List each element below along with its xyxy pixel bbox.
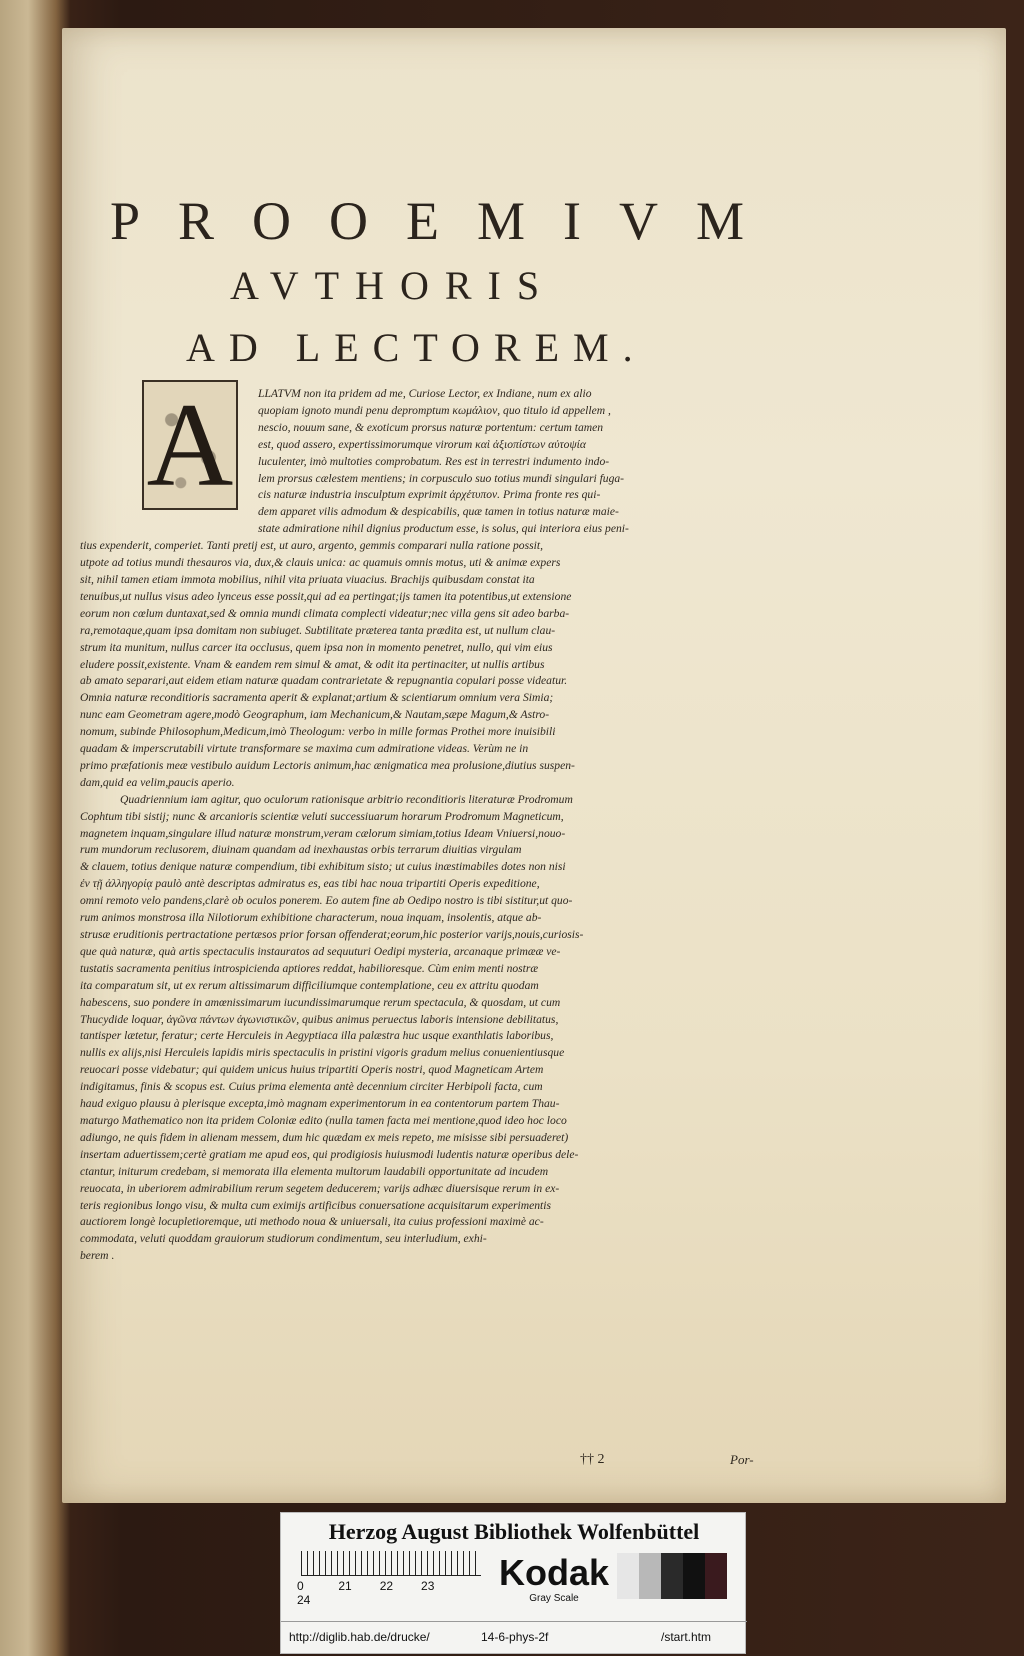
text-line: eludere possit,existente. Vnam & eandem rem simul & amat, & odit ita pertinaciter, ut nullis artibus [80,657,545,671]
text-line: dam,quid ea velim,paucis aperio. [80,775,235,789]
text-line: indigitamus, finis & scopus est. Cuius prima elementa antè decennium circiter Herbipoli facta, cum [80,1080,543,1094]
signature-mark: †† 2 [580,1452,605,1467]
gray-scale-patches [617,1553,727,1599]
ruler-numbers [297,1579,497,1607]
gray-scale-label: Gray Scale [529,1593,579,1604]
text-line: cis naturæ industria insculptum exprimit ἀρχέτυπον. Prima fronte res qui- [258,488,601,502]
text-line: state admiratione nihil dignius productum esse, is solus, qui interiora eius peni- [258,522,629,536]
text-line: ctantur, initurum credebam, si memorata illa elementa multorum laudabili opportunitate ad incudem [80,1164,549,1178]
text-line: nullis ex alijs,nisi Herculeis lapidis miris spectaculis in pristini vigoris gradum melius conuenientiusque [80,1046,565,1060]
text-line: tantisper lætetur, feratur; certe Herculeis in Aegyptiaca illa palæstra huc usque exanthlatis laboribus, [80,1029,554,1043]
text-line: nescio, nouum sane, & exoticum prorsus naturæ portentum: certum tamen [258,420,604,434]
url-id: 14-6-phys-2f [481,1630,549,1644]
text-line: ita comparatum sit, ut ex rerum altissimarum difficiliumque contemplatione, ceu ex attritu quodam [80,978,539,992]
text-line: & clauem, totius denique naturæ compendium, tibi exhibitum sisto; ut cuius inæstimabiles dotes non nisi [80,860,566,874]
ruler-number: 22 [379,1579,394,1593]
text-line: reuocari posse videbatur; qui quidem unicus huius tripartiti Operis nostri, quod Magneticam Artem [80,1063,544,1077]
text-line: strum ita munitum, nullus carcer ita occlusus, quem ipsa non in momento penetret, nullo, qui vim eius [80,640,553,654]
text-line: teris regionibus longo visu, & multa cum eximijs artificibus conuersatione acquisitarum experimentis [80,1198,552,1212]
title-avthoris: AVTHORIS [230,263,556,308]
text-line: reuocata, in uberiorem admirabilium rerum segetem deducerem; varijs adhæc diuersisque rerum in ex- [80,1181,560,1195]
text-line: ab amato separari,aut eidem etiam naturæ quadam contrarietate & repugnantia copulari posse videatur. [80,674,568,688]
gray-patch [617,1553,639,1599]
text-line: magnetem inquam,singulare illud naturæ monstrum,veram cælorum simiam,totius Ideam Vniuersi,nouo- [80,826,566,840]
text-line: ra,remotaque,quam ipsa domitam non subiuget. Subtilitate præterea tanta prædita est, ut nullum clau- [80,623,556,637]
text-line: insertam aduertissem;certè gratiam me apud eos, qui prodigiosis huiusmodi ludentis naturæ operibus dele- [80,1147,579,1161]
text-line: commodata, veluti quoddam grauiorum studiorum condimentum, seu interludium, exhi- [80,1232,487,1246]
library-label [280,1512,746,1654]
body-text [80,386,780,1432]
ruler-number: 23 [421,1579,435,1593]
text-line: lem prorsus cælestem mentiens; in corpusculo suo totius mundi singulari fuga- [258,471,625,485]
text-line: Quadriennium iam agitur, quo oculorum rationisque arbitrio reconditioris literaturæ Prodromum [120,792,573,806]
text-line: LLATVM non ita pridem ad me, Curiose Lector, ex Indiane, num ex alio [258,387,592,400]
text-line: tenuibus,ut nullus visus adeo lynceus esse possit,qui ad ea pertingat;ijs tamen ita potentibus,ut extensione [80,589,572,603]
text-line: omni remoto velo pandens,clarè ob oculos ponerem. Eo autem fine ab Oedipo nostro is tibi sistitur,ut quo- [80,894,573,908]
text-line: tius expenderit, comperiet. Tanti pretij est, ut auro, argento, gemmis comparari nulla ratione possit, [80,539,543,553]
text-line: est, quod assero, expertissimorumque virorum καὶ ἀξιοπίστων αὐτοψία [258,437,586,451]
text-line: primo præfationis meæ vestibulo auidum Lectoris animum,hac ænigmatica mea prolusione,diutius suspen- [80,758,575,772]
text-line: haud exiguo plausu à plerisque excepta,imò magnam experimentorum in ea contentorum partem Thau- [80,1097,560,1111]
text-line: luculenter, imò multoties comprobatum. Res est in terrestri indumento indo- [258,454,610,468]
text-line: nunc eam Geometram agere,modò Geographum, iam Mechanicum,& Nautam,sæpe Magum,& Astro- [80,708,550,722]
library-name: Herzog August Bibliothek Wolfenbüttel [328,1519,700,1544]
ruler-number: 24 [297,1593,311,1607]
drop-cap-letter: A [146,378,234,511]
text-line: tustatis sacramenta penitius introspicienda aptiores reddat, habilioresque. Cùm enim menti nostræ [80,961,539,975]
title-proooemivm: PROOEMIVM [110,191,783,251]
text-line: adiungo, ne quis fidem in alienam messem, dum hic quædam ex meis repeto, me misisse sibi persuaderet) [80,1130,569,1144]
text-line: rum animos monstrosa illa Nilotiorum exhibitione characterum, noua inquam, insolentis, atque ab- [80,911,542,925]
catchword: Por- [730,1452,754,1467]
gray-patch [639,1553,661,1599]
text-line: auctiorem longè locupletioremque, uti methodo noua & uniuersali, ita cuius professioni maximè ac- [80,1215,544,1229]
text-line: utpote ad totius mundi thesauros via, dux,& clauis unica: ac quamuis omnis motus, uti & animæ expers [80,556,561,570]
url-row [281,1621,747,1652]
url-right: /start.htm [661,1630,712,1644]
ruler-number: 21 [338,1579,352,1593]
text-line: Thucydide loquar, ἀγῶνα πάντων ἀγωνιστικῶν, quibus animus peruectus laboris intensione debilitatus, [80,1012,559,1026]
title-ad-lectorem: AD LECTOREM. [186,325,647,370]
text-line: strusæ eruditionis pertractatione pertæsos prior forsan offenderat;eorum,hic posterior varijs,nouis,curiosis- [80,928,584,941]
text-line: Omnia naturæ reconditioris sacramenta aperit & explanat;artium & scientiarum omnium vera Simia; [80,691,554,705]
text-line: Cophtum tibi sistij; nunc & arcanioris scientiæ veluti successiuarum horarum Prodromum Magneticum, [80,809,564,823]
adjacent-page-edge [0,0,70,1656]
text-line: rum mundorum reclusorem, diuinam quandam ad inexhaustas orbis terrarum diuitias virgulam [80,843,522,857]
scale-ruler [301,1551,481,1576]
text-line: quadam & imperscrutabili virtute transformare se maxima cum admiratione videas. Verùm ne in [80,742,529,756]
gray-patch [683,1553,705,1599]
text-line: dem apparet vilis admodum & despicabilis, quæ tamen in totius naturæ maie- [258,505,619,519]
text-line: ἐν τῇ ἀλληγορίᾳ paulò antè descriptas admiratus es, eas tibi hac noua tripartiti Operis expeditione, [80,877,540,891]
text-line: habescens, suo pondere in amœnissimarum iucundissimarumque rerum spectacula, & quosdam, ut cum [80,995,561,1009]
text-line: berem . [80,1249,115,1263]
text-line: sit, nihil tamen etiam immota mobilius, nihil vita priuata viuacius. Brachijs quibusdam constat ita [80,572,535,586]
url-left[interactable]: http://diglib.hab.de/drucke/ [289,1630,430,1644]
gray-patch [705,1553,727,1599]
text-line: que quà naturæ, quà artis spectaculis instauratos ad sequuturi Oedipi mysteria, arcanaque primææ ve- [80,944,561,958]
text-line: nomum, subinde Philosophum,Medicum,imò Theologum: verbo in mille formas Prothei more inuisibili [80,725,556,739]
text-line: eorum non cœlum duntaxat,sed & omnia mundi climata complecti videatur;nec villa gens sit adeo barba- [80,606,570,620]
text-line: quopiam ignoto mundi penu depromptum κωμάλιον, quo titulo id appellem , [258,403,611,417]
ruler-number: 0 [297,1579,304,1593]
gray-patch [661,1553,683,1599]
kodak-logo: Kodak [499,1552,610,1593]
text-line: maturgo Mathematico non ita pridem Coloniæ edito (nulla tamen facta mei mentione,quod ideo hoc loco [80,1113,567,1127]
